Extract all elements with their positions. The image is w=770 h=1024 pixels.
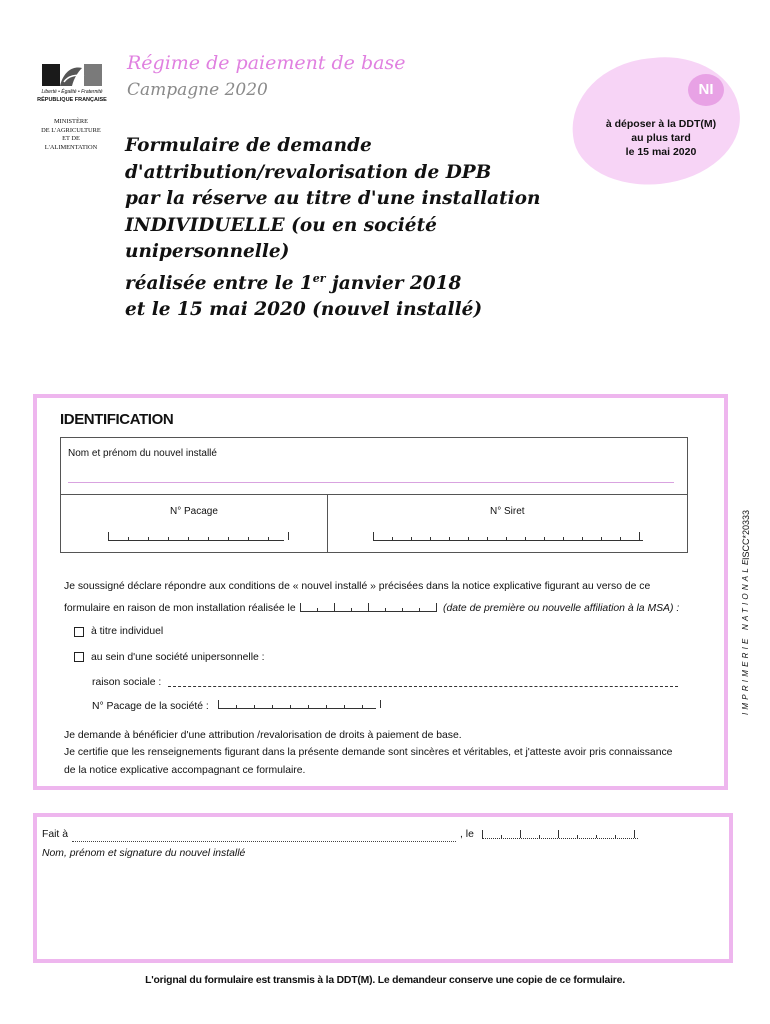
name-input-line[interactable] xyxy=(68,482,674,483)
form-title: Formulaire de demande d'attribution/revalorisation de DPB par la réserve au titre d'une installation INDIVIDUELLE (ou en société unipersonnelle) réalisée entre le 1er janvier 2018 et le 15 mai 2020 (nouvel installé) xyxy=(125,135,541,321)
signature-label: Nom, prénom et signature du nouvel installé xyxy=(42,848,246,859)
siret-label: N° Siret xyxy=(490,506,525,517)
installation-date-input[interactable] xyxy=(300,603,437,612)
certify-text-1: Je certifie que les renseignements figurant dans la présente demande sont sincères et véritables, et j'atteste avoir pris connaissance xyxy=(64,747,673,758)
ni-badge: NI xyxy=(688,74,724,106)
regime-title: Régime de paiement de base xyxy=(127,52,406,74)
signature-date-input[interactable] xyxy=(482,830,638,839)
fait-a-label: Fait à xyxy=(42,829,68,840)
pacage-societe-label: N° Pacage de la société : xyxy=(92,701,209,712)
request-text: Je demande à bénéficier d'une attribution /revalorisation de droits à paiement de base. xyxy=(64,730,462,741)
pacage-label: N° Pacage xyxy=(170,506,218,517)
ministry-name: MINISTÈRE DE L'AGRICULTURE ET DE L'ALIMENTATION xyxy=(41,118,101,151)
table-divider xyxy=(327,494,328,553)
place-input[interactable] xyxy=(72,840,456,842)
name-label: Nom et prénom du nouvel installé xyxy=(68,448,217,459)
siret-input[interactable] xyxy=(373,532,643,541)
date-label: , le xyxy=(460,829,474,840)
form-code: ISCC*20333 xyxy=(741,509,751,560)
footer-note: L'orignal du formulaire est transmis à la DDT(M). Le demandeur conserve une copie de ce formulaire. xyxy=(145,975,625,986)
identification-heading: IDENTIFICATION xyxy=(60,411,174,428)
raison-sociale-label: raison sociale : xyxy=(92,677,162,688)
logo-motto: Liberté • Égalité • Fraternité xyxy=(41,89,103,95)
printer-mark: IMPRIMERIE NATIONALE xyxy=(741,556,750,715)
pacage-societe-input[interactable] xyxy=(218,700,376,709)
pacage-input[interactable] xyxy=(108,532,284,541)
signature-area[interactable] xyxy=(42,866,722,956)
logo-republic: RÉPUBLIQUE FRANÇAISE xyxy=(37,97,107,103)
company-checkbox[interactable] xyxy=(74,652,84,662)
declaration-line-2: formulaire en raison de mon installation réalisée le xyxy=(64,603,296,614)
raison-sociale-input[interactable] xyxy=(168,686,678,687)
individual-label: à titre individuel xyxy=(91,626,164,637)
deposit-deadline: à déposer à la DDT(M) au plus tard le 15 mai 2020 xyxy=(605,118,717,158)
declaration-line-1: Je soussigné déclare répondre aux conditions de « nouvel installé » précisées dans la notice explicative figurant au verso de ce xyxy=(64,581,651,592)
table-divider xyxy=(60,494,688,495)
campaign-title: Campagne 2020 xyxy=(127,80,268,100)
company-label: au sein d'une société unipersonnelle : xyxy=(91,652,265,663)
date-hint: (date de première ou nouvelle affiliation à la MSA) : xyxy=(443,603,680,614)
certify-text-2: de la notice explicative accompagnant ce formulaire. xyxy=(64,765,306,776)
individual-checkbox[interactable] xyxy=(74,627,84,637)
